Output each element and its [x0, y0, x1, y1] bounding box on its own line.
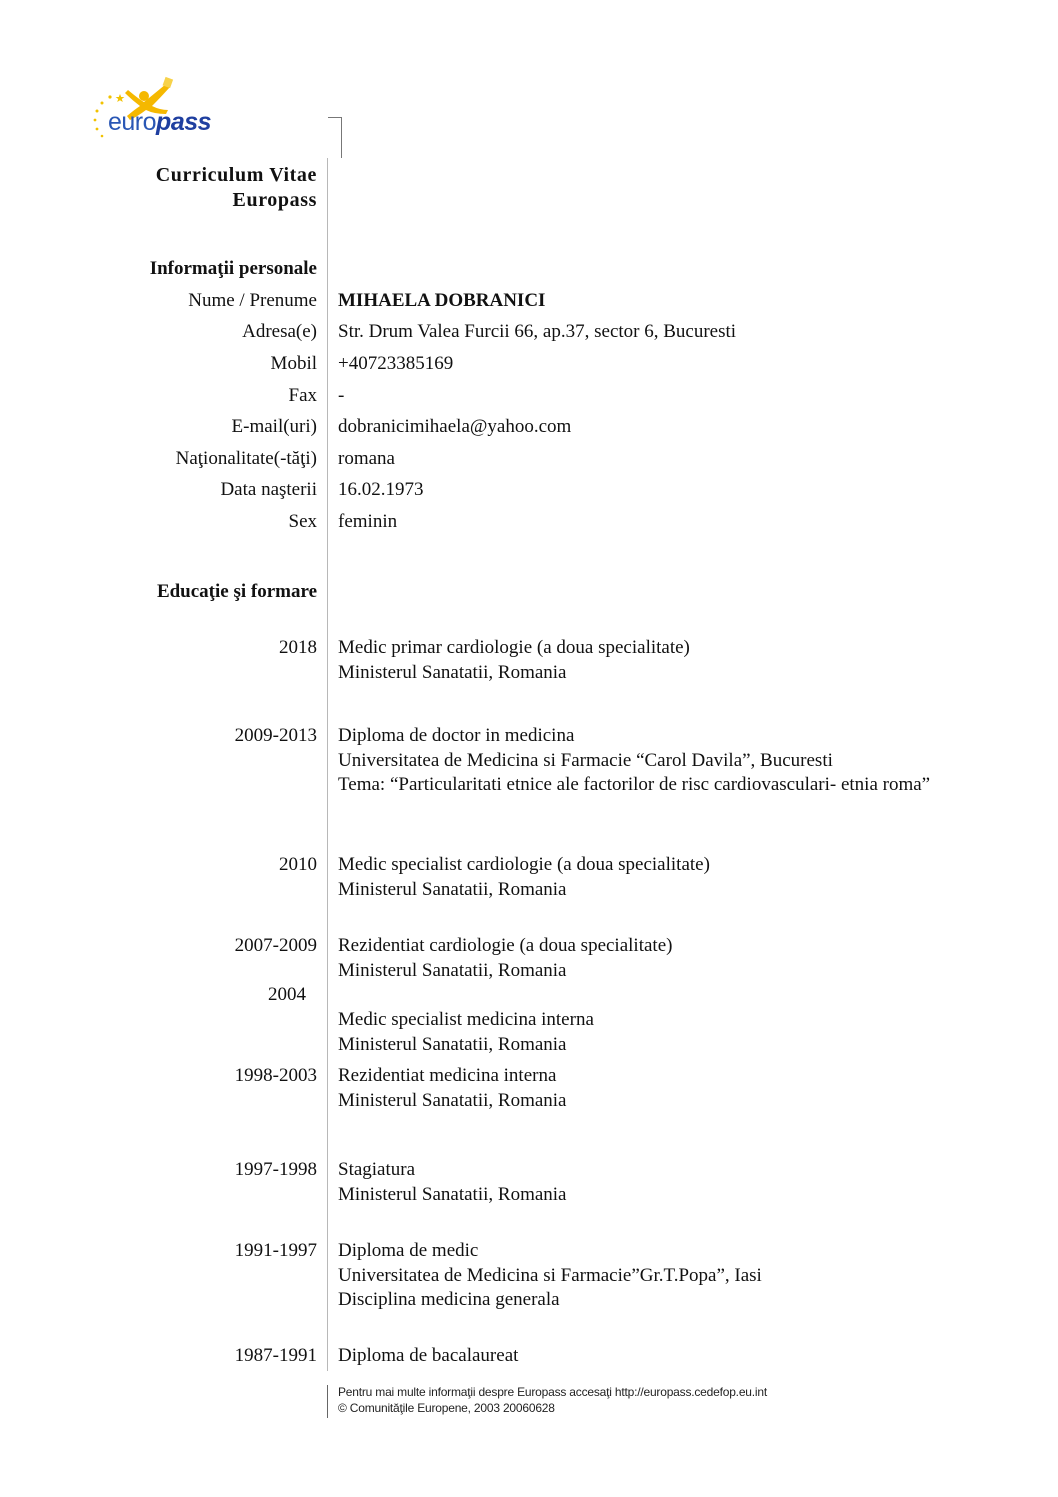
education-line: Medic specialist medicina interna	[338, 1009, 594, 1030]
cv-title-line2: Europass	[232, 189, 317, 211]
cv-title	[156, 163, 317, 213]
field-label-name: Nume / Prenume	[188, 290, 317, 311]
section-heading-personal: Informaţii personale	[149, 258, 317, 279]
education-period: 2010	[279, 854, 317, 875]
education-line: Disciplina medicina generala	[338, 1289, 560, 1310]
education-period: 1997-1998	[234, 1159, 317, 1180]
education-line: Universitatea de Medicina si Farmacie”Gr.T.Popa”, Iasi	[338, 1264, 762, 1286]
field-value-birthdate: 16.02.1973	[338, 479, 424, 500]
field-value-email[interactable]: dobranicimihaela@yahoo.com	[338, 416, 572, 437]
field-value-sex: feminin	[338, 511, 398, 532]
education-period: 2004	[268, 984, 306, 1005]
education-line: Diploma de medic	[338, 1240, 479, 1261]
education-period: 1991-1997	[234, 1240, 317, 1261]
field-value-fax: -	[338, 385, 345, 406]
education-period: 2018	[279, 637, 317, 658]
field-label-nationality: Naţionalitate(-tăţi)	[175, 448, 317, 469]
education-line: Ministerul Sanatatii, Romania	[338, 661, 567, 683]
education-line: Ministerul Sanatatii, Romania	[338, 878, 567, 900]
education-line: Ministerul Sanatatii, Romania	[338, 1089, 567, 1111]
cv-title-line1: Curriculum Vitae	[155, 164, 317, 186]
europass-logo	[88, 76, 213, 146]
education-entry	[338, 1158, 978, 1207]
education-entry	[338, 853, 978, 902]
education-line: Ministerul Sanatatii, Romania	[338, 959, 567, 981]
education-line: Universitatea de Medicina si Farmacie “Carol Davila”, Bucuresti	[338, 749, 833, 771]
footer-copyright: © Comunităţile Europene, 2003 20060628	[338, 1401, 555, 1415]
field-label-email: E-mail(uri)	[231, 416, 317, 437]
education-entry	[338, 1239, 978, 1313]
education-line: Rezidentiat medicina interna	[338, 1065, 557, 1086]
field-value-mobile: +40723385169	[338, 353, 454, 374]
europass-wordmark: europass	[108, 108, 212, 136]
education-line: Stagiatura	[338, 1159, 416, 1180]
field-label-fax: Fax	[288, 385, 317, 406]
education-line: Rezidentiat cardiologie (a doua specialitate)	[338, 935, 673, 956]
education-line: Medic primar cardiologie (a doua specialitate)	[338, 637, 690, 658]
field-value-address: Str. Drum Valea Furcii 66, ap.37, sector 6, Bucuresti	[338, 321, 737, 342]
footer-divider	[327, 1385, 328, 1418]
field-value-nationality: romana	[338, 448, 395, 469]
field-value-name: MIHAELA DOBRANICI	[338, 290, 546, 311]
education-entry	[338, 934, 978, 983]
education-entry	[338, 636, 978, 685]
education-period: 2007-2009	[234, 935, 317, 956]
education-line: Ministerul Sanatatii, Romania	[338, 1183, 567, 1205]
education-entry	[338, 1344, 978, 1369]
education-period: 1998-2003	[234, 1065, 317, 1086]
column-divider	[327, 158, 328, 1371]
corner-bracket-vertical	[341, 117, 342, 158]
education-line: Diploma de bacalaureat	[338, 1345, 519, 1366]
education-line: Diploma de doctor in medicina	[338, 725, 575, 746]
field-label-birthdate: Data naşterii	[220, 479, 317, 500]
education-line: Ministerul Sanatatii, Romania	[338, 1033, 567, 1055]
education-entry	[338, 1008, 978, 1057]
education-line: Medic specialist cardiologie (a doua specialitate)	[338, 854, 710, 875]
education-entry	[338, 724, 953, 798]
education-line: Tema: “Particularitati etnice ale factorilor de risc cardiovasculari- etnia roma”	[338, 774, 931, 795]
page-footer	[338, 1384, 767, 1416]
education-period: 2009-2013	[234, 725, 317, 746]
field-label-sex: Sex	[288, 511, 317, 532]
section-heading-education: Educaţie şi formare	[156, 581, 317, 602]
education-entry	[338, 1064, 978, 1113]
corner-bracket-horizontal	[328, 117, 342, 118]
field-label-address: Adresa(e)	[242, 321, 317, 342]
education-period: 1987-1991	[234, 1345, 317, 1366]
field-label-mobile: Mobil	[270, 353, 317, 374]
footer-info-text: Pentru mai multe informaţii despre Europass accesaţi http://europass.cedefop.eu.int	[338, 1385, 767, 1399]
